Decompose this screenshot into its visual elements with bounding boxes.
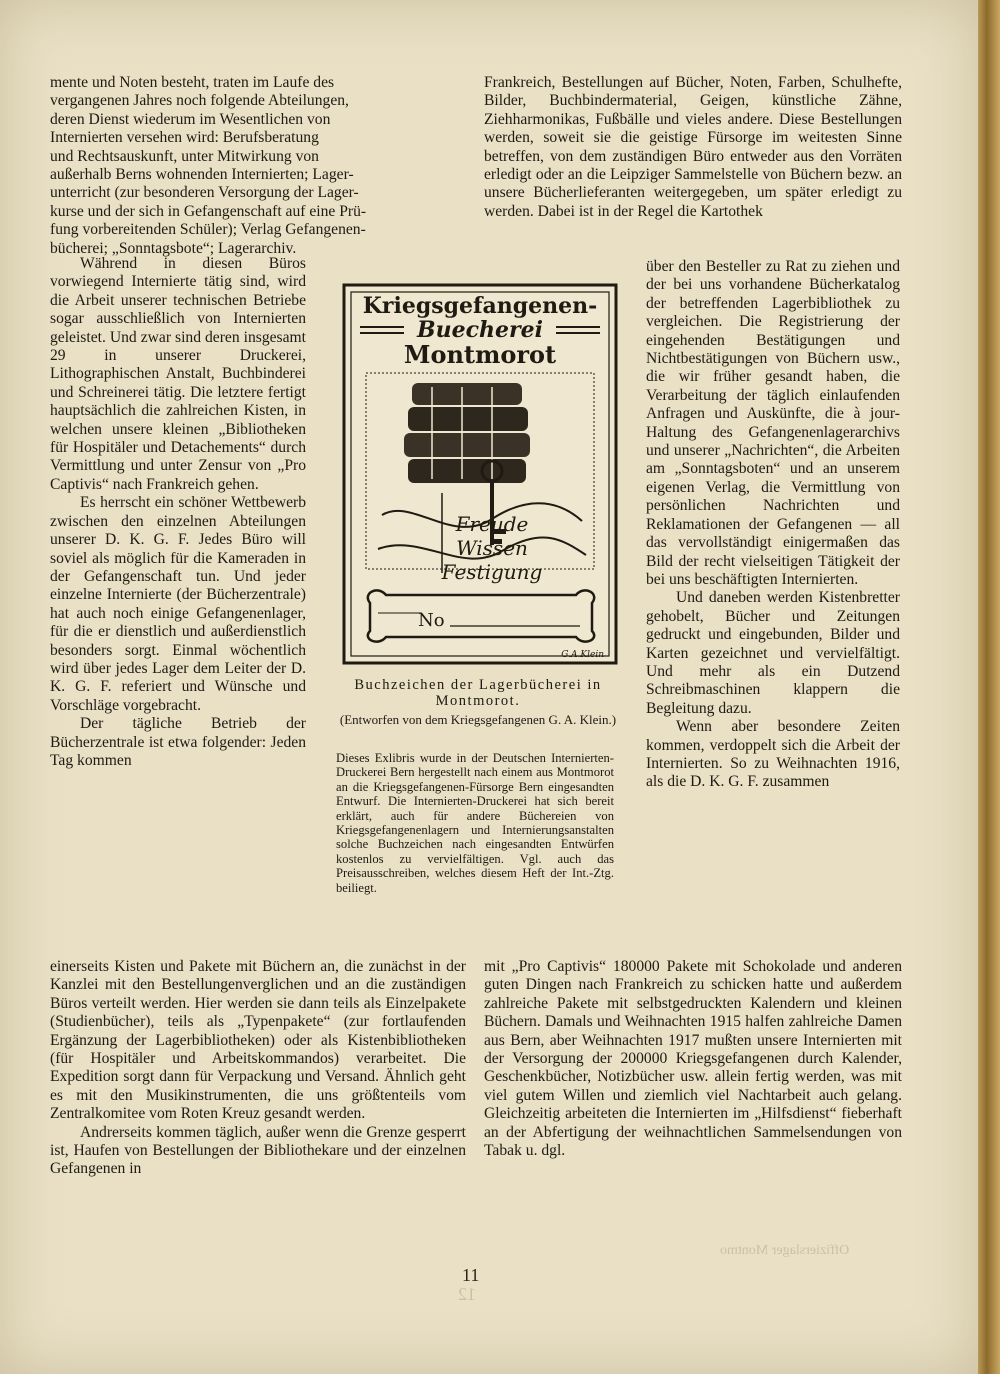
text-line: fung vorbereitenden Schüler); Verlag Gefangenen- xyxy=(50,221,366,239)
page-number: 11 xyxy=(462,1265,480,1285)
exlibris-motto-2: Wissen xyxy=(456,536,528,560)
caption-title: Buchzeichen der Lagerbücherei in Montmorot. xyxy=(354,677,602,709)
book-stack-icon xyxy=(404,383,530,483)
right-column-middle xyxy=(646,258,900,792)
left-column-top xyxy=(50,74,462,258)
exlibris-title-2: Buecherei xyxy=(417,317,543,343)
paragraph: über den Besteller zu Rat zu ziehen und der bei uns vorhandene Bücherkatalog der betreffenden Lagerbibliothek zu vergleichen. Die Registrierung der eingehenden Bestätigungen und Nichtbestätigungen von Büchern usw., die wir früher gesandt haben, die Verarbeitung der täglich einlaufenden Anfragen und Auskünfte, die à jour-Haltung des Gefangenenlagerarchivs und unserer „Nachrichten“, die Arbeiten am „Sonntagsboten“ und an unserem eigenen Verlag, die Vermittlung von persönlichen Nachrichten und Reklamationen der Gefangenen — all das vervollständigt einigermaßen das Bild der recht vielseitigen Tätigkeit der bei uns beschäftigten Internierten. xyxy=(646,258,900,588)
exlibris-motto-3: Festigung xyxy=(441,560,543,584)
caption-subtitle: (Entworfen von dem Kriegsgefangenen G. A. Klein.) xyxy=(339,712,617,727)
text-line: bücherei; „Sonntagsbote“; Lagerarchiv. xyxy=(50,239,297,257)
paragraph: Es herrscht ein schöner Wettbewerb zwischen den einzelnen Abteilungen unserer D. K. G. F. Jedes Büro will soviel als möglich für die Kameraden in der Gefangenschaft tun. Und jeder einzelne Internierte (der Bücherzentrale) hat auch noch einige Gefangenenlager, für die er dienstlich und außerdienstlich besonders sorgt. Einmal wöchentlich wird über jedes Lager dem Leiter der D. K. G. F. referiert und Wünsche und Vorschläge vorgebracht. xyxy=(50,494,306,714)
paragraph: Und daneben werden Kistenbretter gehobelt, Bücher und Zeitungen gedruckt und eingebunden, Bilder und Karten gezeichnet und vervielfältigt. Und mehr als ein Dutzend Schreibmaschinen klappern die Begleitung dazu. xyxy=(646,589,900,717)
paragraph: Während in diesen Büros vorwiegend Internierte tätig sind, wird die Arbeit unserer technischen Betriebe sogar ausschließlich von Internierten geleistet. Und zwar sind deren insgesamt 29 in unserer Druckerei, Lithographischen Anstalt, Buchbinderei und Schreinerei tätig. Die letztere fertigt hauptsächlich die zahlreichen Kisten, in welchen unsere kleinen „Bibliotheken für Hospitäler und Detachements“ durch Vermittlung und unter Zensur von „Pro Captivis“ nach Frankreich gehen. xyxy=(50,255,306,493)
exlibris-title-3: Montmorot xyxy=(403,340,557,369)
paragraph: Frankreich, Bestellungen auf Bücher, Noten, Farben, Schulhefte, Bilder, Buchbindermaterial, Geigen, künstliche Zähne, Ziehharmonikas, Fußbälle und vieles andere. Diese Bestellungen werden, soweit sie die geistige Fürsorge im weitesten Sinne betreffen, von dem zuständigen Büro entweder aus den Vorräten erledigt oder an die Leipziger Sammelstelle von Büchern bezw. an unsere Bücherlieferanten weitergegeben, um später erledigt zu werden. Dabei ist in der Regel die Kartothek xyxy=(484,74,902,220)
paragraph: Der tägliche Betrieb der Bücherzentrale ist etwa folgender: Jeden Tag kommen xyxy=(50,715,306,769)
exlibris-motto-1: Freude xyxy=(455,512,529,536)
text-line: außerhalb Berns wohnenden Internierten; Lager- xyxy=(50,166,354,184)
paragraph: Andrerseits kommen täglich, außer wenn die Grenze gesperrt ist, Haufen von Bestellungen der Bibliothekare und der einzelnen Gefangenen in xyxy=(50,1123,466,1178)
artist-signature: G.A.Klein xyxy=(561,650,604,660)
right-column-bottom xyxy=(484,958,902,1160)
text-line: und Rechtsauskunft, unter Mitwirkung von xyxy=(50,147,319,165)
text-line: kurse und der sich in Gefangenschaft auf eine Prü- xyxy=(50,202,367,220)
text-line: Internierten versehen wird: Berufsberatung xyxy=(50,129,319,147)
left-column-middle xyxy=(50,255,306,770)
text-line: vergangenen Jahres noch folgende Abteilungen, xyxy=(50,92,349,110)
caption-body: Dieses Exlibris wurde in der Deutschen Internierten-Druckerei Bern hergestellt nach einem aus Montmorot an die Kriegsgefangenen-Fürsorge Bern eingesandten Entwurf. Die Internierten-Druckerei hat sich bereit erklärt, auch für andere Büchereien von Kriegsgefangenenlagern und Internierungsanstalten solche Buchzeichen nach eingesandten Entwürfen kostenlos zu vervielfältigen. Vgl. auch das Preisausschreiben, welches diesem Heft der Int.-Ztg. beiliegt. xyxy=(336,751,614,895)
text-line: unterricht (zur besonderen Versorgung der Lager- xyxy=(50,184,359,202)
bleed-through-text: Offizierslager Montmo xyxy=(720,1243,850,1258)
text-line: deren Dienst wiederum im Wesentlichen von xyxy=(50,110,331,128)
left-column-bottom xyxy=(50,958,466,1179)
paragraph: Wenn aber besondere Zeiten kommen, verdoppelt sich die Arbeit der Internierten. So zu Weihnachten 1916, als die D. K. G. F. zusammen xyxy=(646,718,900,791)
exlibris-title-1: Kriegsgefangenen- xyxy=(362,293,598,319)
bleed-through-number: 12 xyxy=(458,1284,476,1304)
paragraph: einerseits Kisten und Pakete mit Büchern an, die zunächst in der Kanzlei mit den Bestellungenverglichen und an die zuständigen Büros verteilt werden. Hier werden sie dann teils als Einzelpakete (Studienbücher), teils als „Typenpakete“ (zur fortlaufenden Ergänzung der Lagerbibliotheken) oder als Kistenbibliotheken (für Hospitäler und Arbeitskommandos) verarbeitet. Die Expedition sorgt dann für Verpackung und Versand. Ähnlich geht es mit den Musikinstrumenten, die uns größtenteils vom Zentralkomitee vom Roten Kreuz gesandt werden. xyxy=(50,958,466,1123)
book-edge xyxy=(978,0,1000,1374)
right-column-top xyxy=(484,74,902,221)
text-line: mente und Noten besteht, traten im Laufe des xyxy=(50,74,335,91)
paragraph: mit „Pro Captivis“ 180000 Pakete mit Schokolade und anderen guten Dingen nach Frankreich zu schicken hatte und außerdem zahlreiche Pakete mit selbstgedruckten Kalendern und kleinen Büchern. Damals und Weihnachten 1915 halfen zahlreiche Damen aus Bern, aber Weihnachten 1917 mußten unsere Internierten mit der Versorgung der 200000 Kriegsgefangenen durch Kalender, Geschenkbücher, Notizbücher usw. allein fertig werden, was mit viel gutem Willen und ziemlich viel Nachtarbeit auch gelang. Gleichzeitig arbeiteten die Internierten im „Hilfsdienst“ fieberhaft an der Abfertigung der weihnachtlichen Sammelsendungen von Tabak u. dgl. xyxy=(484,958,902,1160)
exlibris-number-label: No xyxy=(418,610,445,631)
exlibris-illustration xyxy=(342,283,618,665)
